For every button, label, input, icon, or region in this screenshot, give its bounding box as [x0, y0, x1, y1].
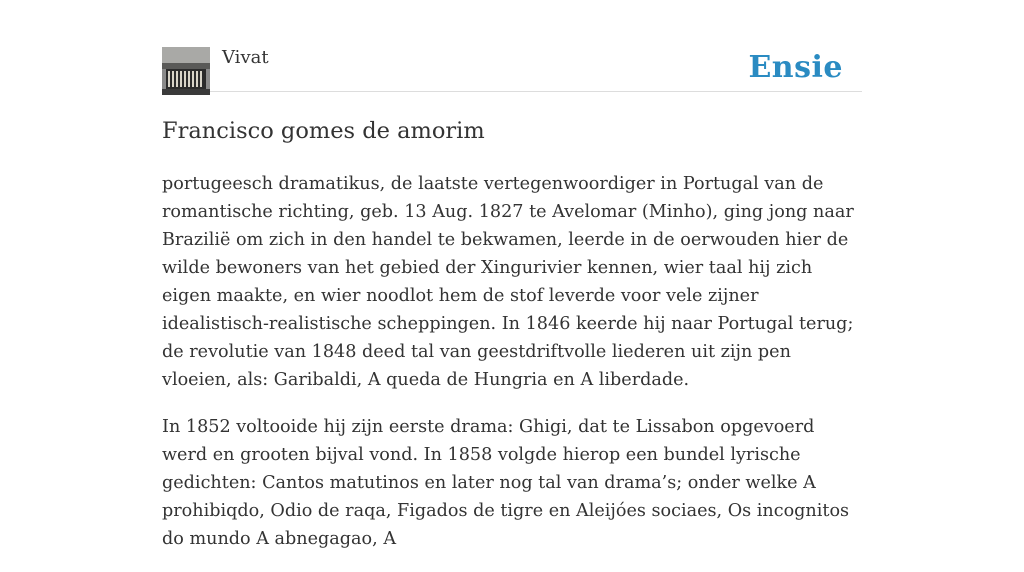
- paragraph: In 1852 voltooide hij zijn eerste drama: Ghigi, dat te Lissabon opgevoerd werd en grooten bijval vond. In 1858 volgde hierop een bundel lyrische gedichten: Cantos matutinos en later nog tal van drama’s; onder welke A prohibiqdo, Odio de raqa, Figados de tigre en Aleijóes sociaes, Os incognitos do mundo A abnegagao, A: [162, 417, 850, 549]
- header: [162, 0, 862, 92]
- brand-logo[interactable]: Ensie: [748, 50, 843, 85]
- page-title: Francisco gomes de amorim: [162, 118, 485, 144]
- paragraph: portugeesch dramatikus, de laatste vertegenwoordiger in Portugal van de romantische richting, geb. 13 Aug. 1827 te Avelomar (Minho), ging jong naar Brazilië om zich in den handel te bekwamen, leerde in de oerwouden hier de wilde bewoners van het gebied der Xingurivier kennen, wier taal hij zich eigen maakte, en wier noodlot hem de stof leverde voor vele zijner idealistisch-realistische scheppingen. In 1846 keerde hij naar Portugal terug; de revolutie van 1848 deed tal van geestdriftvolle liederen uit zijn pen vloeien, als: Garibaldi, A queda de Hungria en A liberdade.: [162, 174, 854, 390]
- typewriter-photo-icon: [162, 47, 210, 95]
- author-name[interactable]: Vivat: [222, 47, 269, 68]
- article-body: [162, 170, 862, 553]
- content-column: [162, 0, 862, 572]
- avatar[interactable]: [162, 47, 210, 95]
